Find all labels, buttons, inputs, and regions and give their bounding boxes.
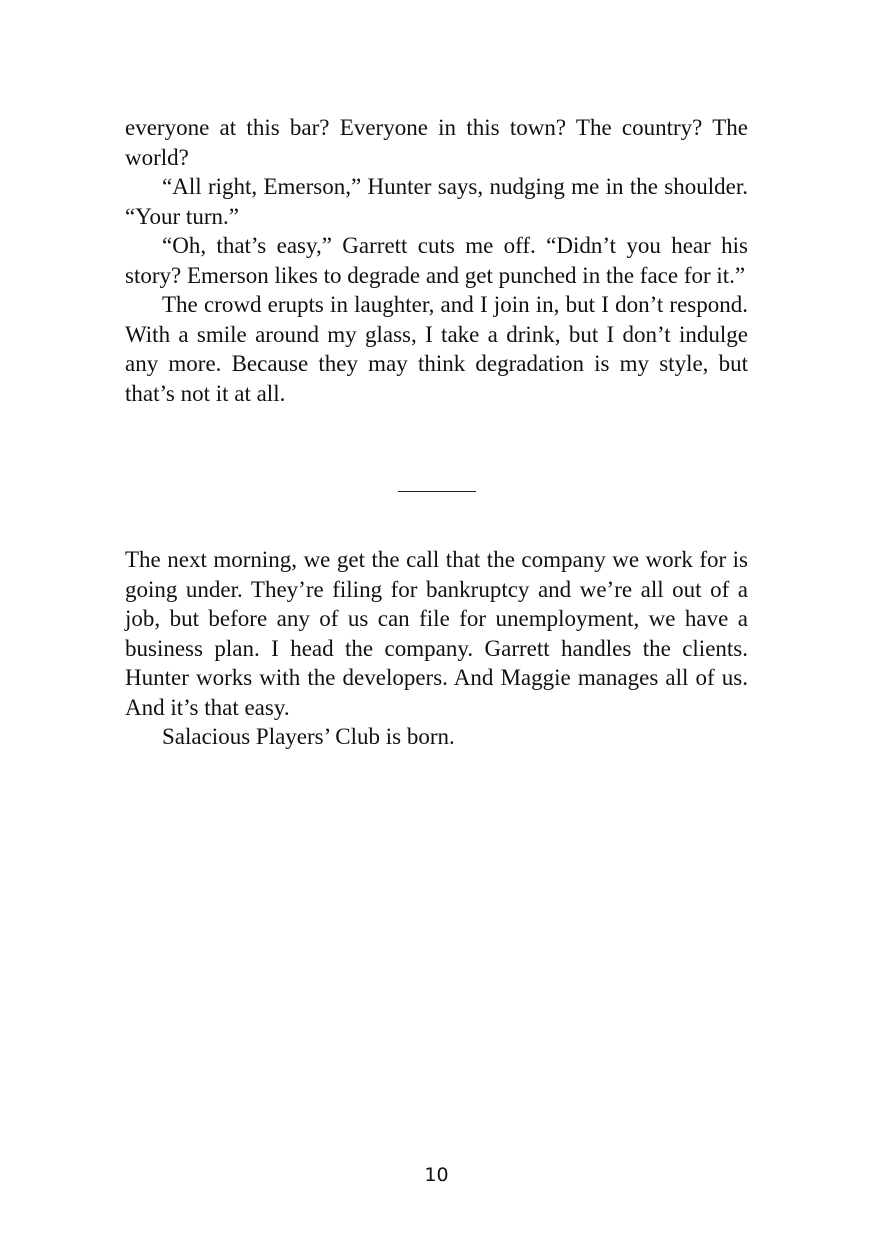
section-one <box>125 113 748 408</box>
paragraph: The crowd erupts in laughter, and I join in, but I don’t respond. With a smile around my glass, I take a drink, but I don’t indulge any more. Because they may think degradation is my style, but that’s not it at all. <box>125 292 748 406</box>
paragraph: everyone at this bar? Everyone in this town? The country? The world? <box>125 115 748 170</box>
paragraph: Salacious Players’ Club is born. <box>162 724 455 749</box>
paragraph: The next morning, we get the call that the company we work for is going under. They’re filing for bankruptcy and we’re all out of a job, but before any of us can file for unemployment, we have a business plan. I head the company. Garrett handles the clients. Hunter works with the developers. And Maggie manages all of us. And it’s that easy. <box>125 547 748 720</box>
paragraph: “All right, Emerson,” Hunter says, nudging me in the shoulder. “Your turn.” <box>125 174 748 229</box>
page-number: 10 <box>424 1164 449 1186</box>
paragraph: “Oh, that’s easy,” Garrett cuts me off. “Didn’t you hear his story? Emerson likes to degrade and get punched in the face for it.” <box>125 233 748 288</box>
section-two <box>125 545 748 752</box>
scene-break-divider <box>398 491 476 492</box>
